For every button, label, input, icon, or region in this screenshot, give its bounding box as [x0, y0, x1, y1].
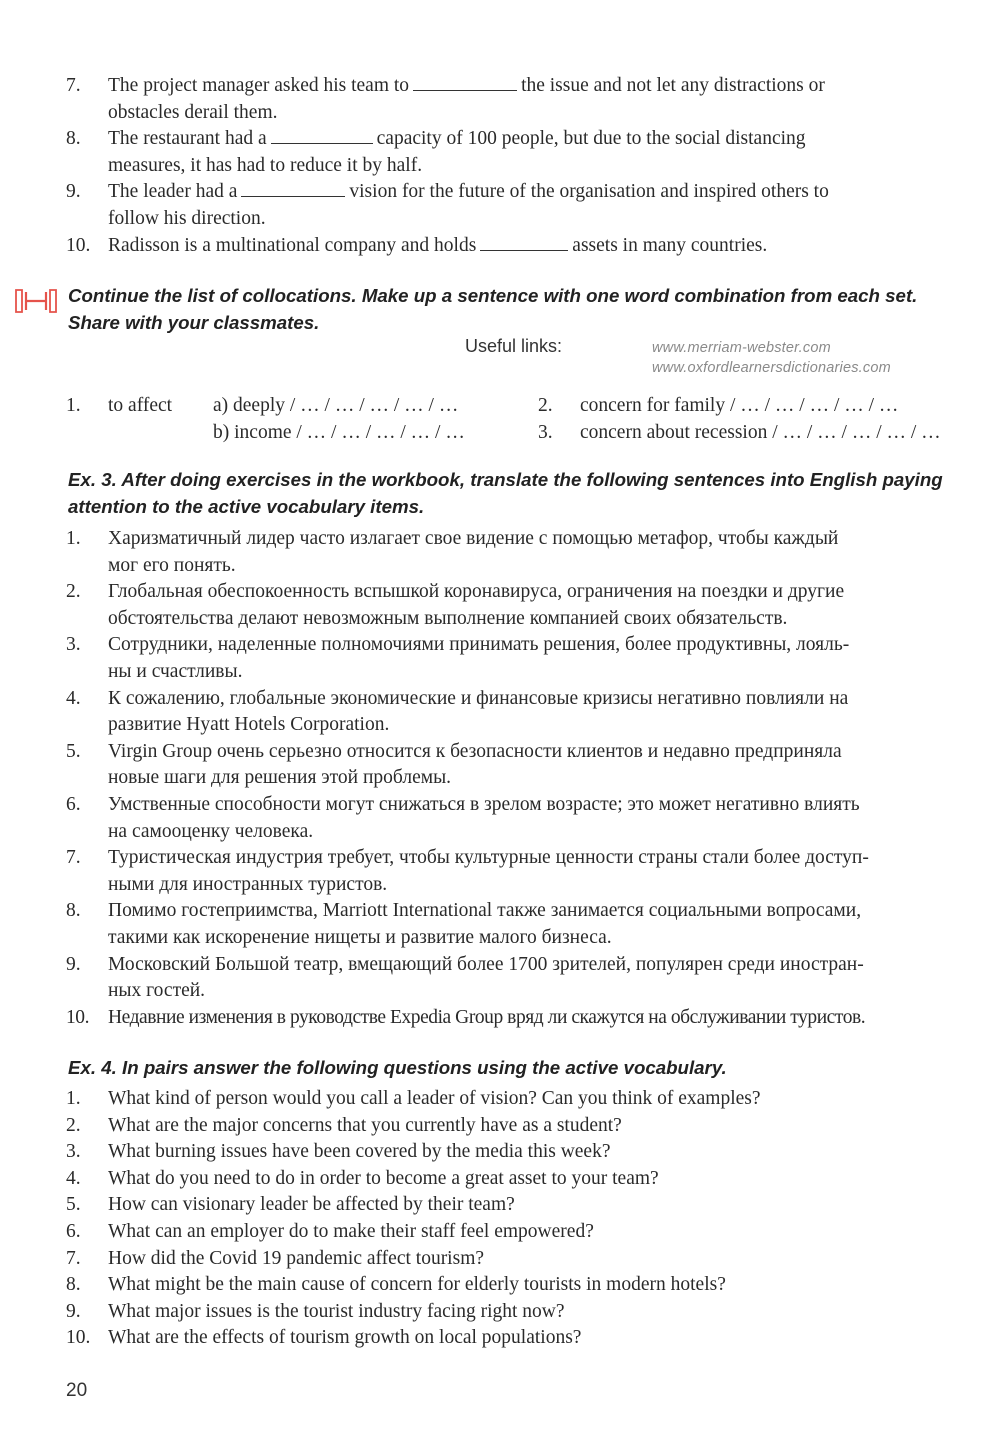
collocation-3-num: 3.	[538, 422, 553, 443]
list-item: 7. The project manager asked his team to the issue and not let any distractions or obstacles derail them.	[66, 75, 825, 123]
list-item: 6. What can an employer do to make their staff feel empowered?	[66, 1220, 594, 1242]
list-item: 9. What major issues is the tourist industry facing right now?	[66, 1300, 565, 1322]
list-item: 4. What do you need to do in order to become a great asset to your team?	[66, 1167, 659, 1189]
list-item: 1. What kind of person would you call a leader of vision? Can you think of examples?	[66, 1088, 761, 1109]
page-number: 20	[66, 1380, 88, 1401]
answer-blank[interactable]	[413, 73, 517, 91]
useful-links-label: Useful links:	[465, 336, 563, 356]
list-item: 1. Харизматичный лидер часто излагает свое видение с помощью метафор, чтобы каждый мог его понять.	[66, 528, 839, 576]
list-item: 2. What are the major concerns that you currently have as a student?	[66, 1114, 622, 1136]
home-task-icon	[14, 286, 58, 316]
ex3-heading: Ex. 3. After doing exercises in the workbook, translate the following sentences into English paying attention to the active vocabulary items.	[68, 469, 943, 517]
list-item: 9. Московский Большой театр, вмещающий более 1700 зрителей, популярен среди иностран- ных гостей.	[66, 953, 864, 1002]
collocation-1b: b) income / … / … / … / … / …	[213, 422, 465, 443]
list-item: 9. The leader had a vision for the future of the organisation and inspired others to follow his direction.	[66, 181, 829, 229]
ex4-heading: Ex. 4. In pairs answer the following questions using the active vocabulary.	[68, 1057, 727, 1078]
list-item: 5. How can visionary leader be affected by their team?	[66, 1194, 515, 1216]
ex2-list	[66, 73, 971, 259]
collocations-heading: Continue the list of collocations. Make up a sentence with one word combination from each set. Share with your classmates.	[68, 285, 918, 333]
answer-blank[interactable]	[241, 179, 345, 197]
list-item: 8. The restaurant had a capacity of 100 people, but due to the social distancing measures, it has had to reduce it by half.	[66, 128, 806, 176]
list-item: 8. Помимо гостеприимства, Marriott International также занимается социальными вопросами, такими как искоренение нищеты и развитие малого бизнеса.	[66, 900, 862, 948]
collocation-2-num: 2.	[538, 395, 553, 416]
answer-blank[interactable]	[480, 233, 568, 251]
list-item: 8. What might be the main cause of concern for elderly tourists in modern hotels?	[66, 1274, 726, 1296]
list-item: 4. К сожалению, глобальные экономические и финансовые кризисы негативно повлияли на развитие Hyatt Hotels Corporation.	[66, 687, 849, 736]
link-merriam-webster[interactable]: www.merriam-webster.com	[652, 340, 831, 356]
list-item: 10. Radisson is a multinational company and holds assets in many countries.	[66, 234, 768, 256]
collocation-2: concern for family / … / … / … / … / …	[580, 395, 899, 416]
list-item: 7. Туристическая индустрия требует, чтобы культурные ценности страны стали более доступ- ными для иностранных туристов.	[66, 847, 869, 895]
list-item: 10. Недавние изменения в руководстве Expedia Group вряд ли скажутся на обслуживании туристов.	[66, 1006, 866, 1028]
answer-blank[interactable]	[271, 126, 373, 144]
list-item: 7. How did the Covid 19 pandemic affect tourism?	[66, 1247, 485, 1269]
list-item: 5. Virgin Group очень серьезно относится к безопасности клиентов и недавно предприняла новые шаги для решения этой проблемы.	[66, 740, 842, 789]
ex4-list	[66, 1086, 971, 1352]
ex3-list	[66, 526, 971, 1031]
link-oxford-dictionaries[interactable]: www.oxfordlearnersdictionaries.com	[652, 360, 891, 376]
list-item: 2. Глобальная обеспокоенность вспышкой коронавируса, ограничения на поездки и другие обстоятельства делают невозможным выполнение компанией своих обязательств.	[66, 581, 845, 629]
collocation-1a: a) deeply / … / … / … / … / …	[213, 395, 459, 416]
list-item: 3. Сотрудники, наделенные полномочиями принимать решения, более продуктивны, лояль- ны и счастливы.	[66, 634, 850, 682]
list-item: 10. What are the effects of tourism growth on local populations?	[66, 1327, 582, 1349]
collocation-1-num: 1.	[66, 395, 81, 416]
list-item: 6. Умственные способности могут снижаться в зрелом возрасте; это может негативно влиять на самооценку человека.	[66, 793, 860, 842]
collocation-3: concern about recession / … / … / … / … / …	[580, 422, 941, 443]
collocation-1-verb: to affect	[108, 395, 173, 416]
list-item: 3. What burning issues have been covered by the media this week?	[66, 1141, 611, 1163]
